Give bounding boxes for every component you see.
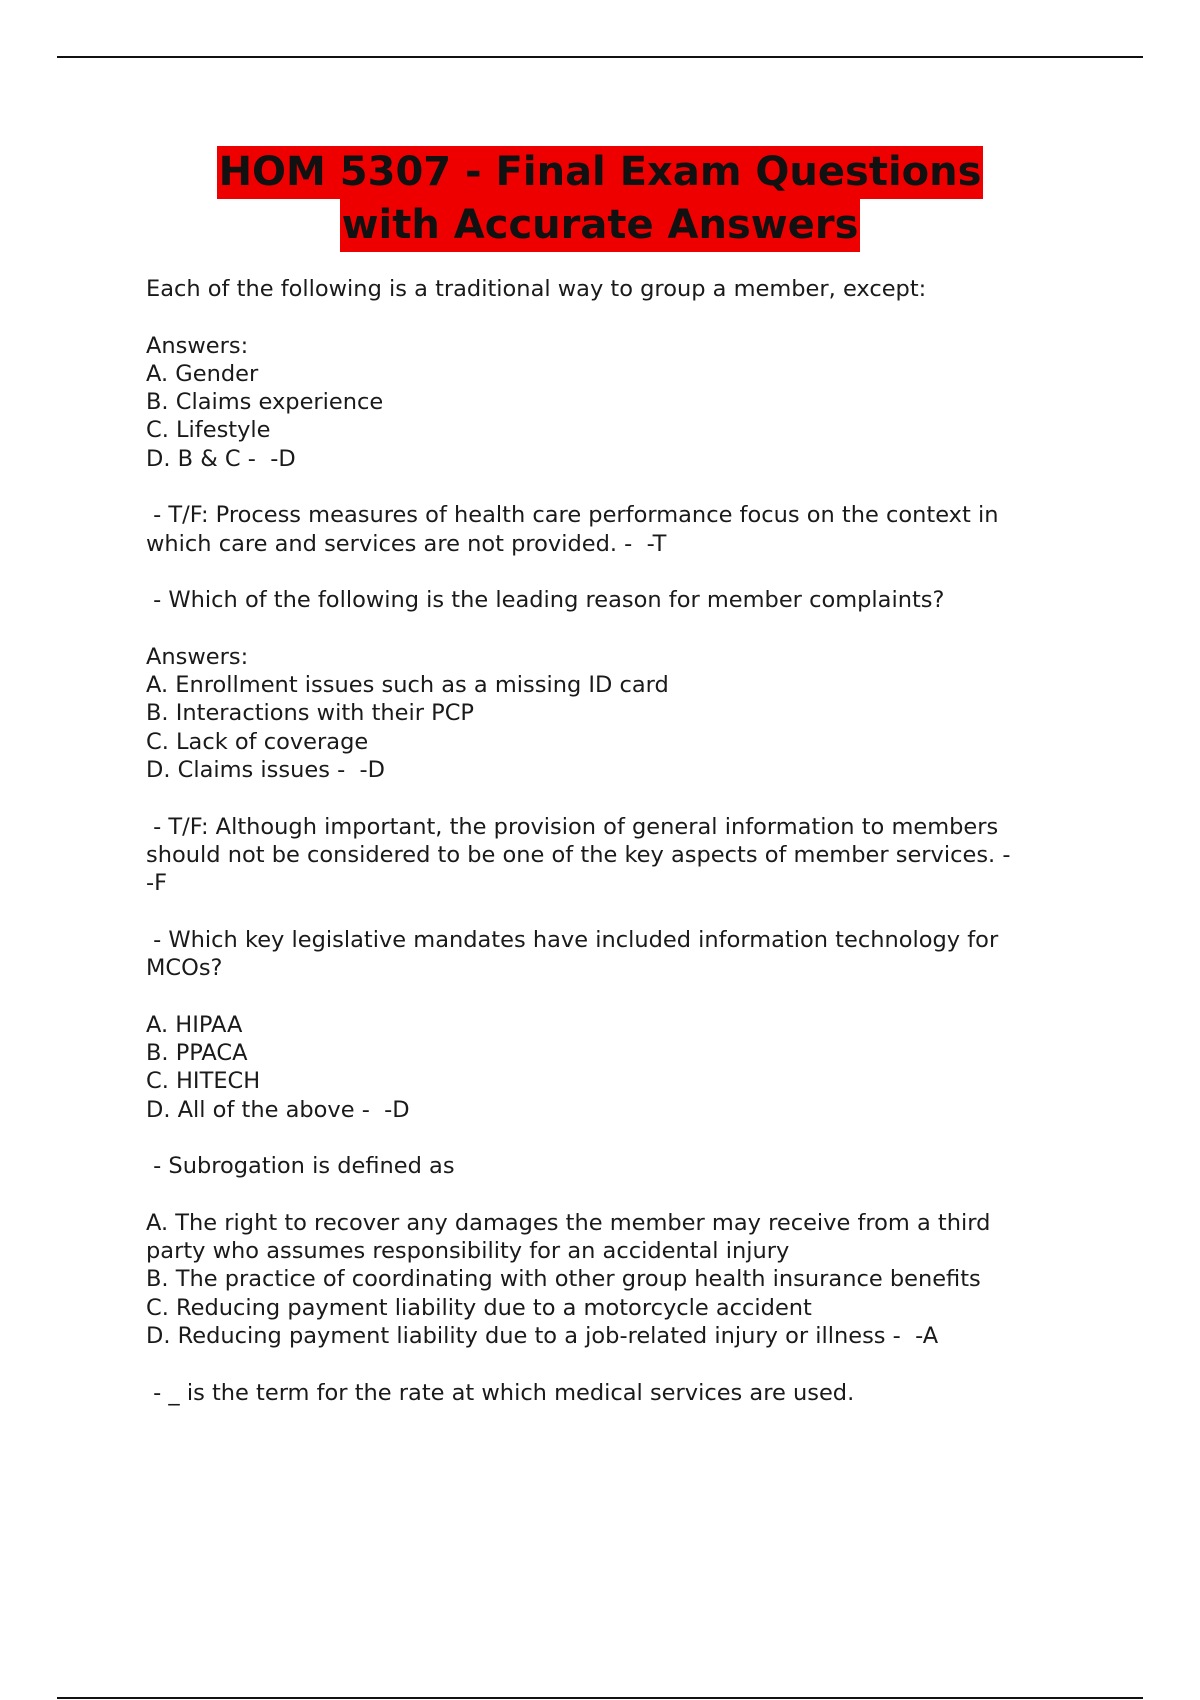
bottom-rule	[57, 1697, 1143, 1699]
blank-line	[146, 303, 1091, 331]
top-rule	[57, 56, 1143, 58]
text-line: - _ is the term for the rate at which medical services are used.	[146, 1379, 855, 1406]
answer-option: D. B & C - -D	[146, 445, 296, 472]
blank-line	[146, 982, 1091, 1010]
blank-line	[146, 558, 1091, 586]
blank-line	[146, 898, 1091, 926]
answer-option: C. Lack of coverage	[146, 728, 369, 755]
document-body	[146, 275, 1091, 1407]
blank-line	[146, 1181, 1091, 1209]
answer-option: B. The practice of coordinating with other group health insurance benefits	[146, 1266, 981, 1293]
text-line: Each of the following is a traditional way to group a member, except:	[146, 276, 927, 302]
blank-line	[146, 615, 1091, 643]
blank-line	[146, 1124, 1091, 1152]
answer-option: C. Reducing payment liability due to a motorcycle accident	[146, 1294, 812, 1321]
answer-option: C. HITECH	[146, 1068, 261, 1095]
answer-option: A. Enrollment issues such as a missing ID card	[146, 672, 669, 699]
answer-option: B. Interactions with their PCP	[146, 700, 474, 727]
answer-option: D. All of the above - -D	[146, 1096, 410, 1123]
answer-option: party who assumes responsibility for an accidental injury	[146, 1238, 790, 1265]
text-line: - T/F: Process measures of health care performance focus on the context in	[146, 502, 999, 529]
text-line: Answers:	[146, 332, 249, 359]
text-line: - T/F: Although important, the provision of general information to members	[146, 813, 999, 840]
title-line-1: HOM 5307 - Final Exam Questions	[217, 146, 984, 199]
blank-line	[146, 1350, 1091, 1378]
text-line: which care and services are not provided. - -T	[146, 530, 667, 557]
answer-option: A. The right to recover any damages the member may receive from a third	[146, 1209, 991, 1236]
answer-option: D. Claims issues - -D	[146, 757, 385, 784]
text-line: Answers:	[146, 643, 249, 670]
text-line: MCOs?	[146, 955, 223, 982]
text-line: - Which of the following is the leading reason for member complaints?	[146, 587, 945, 614]
text-line: should not be considered to be one of the key aspects of member services. -	[146, 841, 1011, 868]
text-line: -F	[146, 870, 168, 897]
answer-option: D. Reducing payment liability due to a job-related injury or illness - -A	[146, 1322, 939, 1349]
answer-option: A. HIPAA	[146, 1011, 243, 1038]
blank-line	[146, 473, 1091, 501]
text-line: - Which key legislative mandates have included information technology for	[146, 926, 999, 953]
blank-line	[146, 784, 1091, 812]
answer-option: C. Lifestyle	[146, 417, 271, 444]
text-line: - Subrogation is defined as	[146, 1153, 455, 1180]
answer-option: B. Claims experience	[146, 389, 384, 416]
answer-option: A. Gender	[146, 360, 259, 387]
answer-option: B. PPACA	[146, 1040, 248, 1067]
title-line-2: with Accurate Answers	[340, 199, 861, 252]
document-title	[0, 146, 1200, 252]
